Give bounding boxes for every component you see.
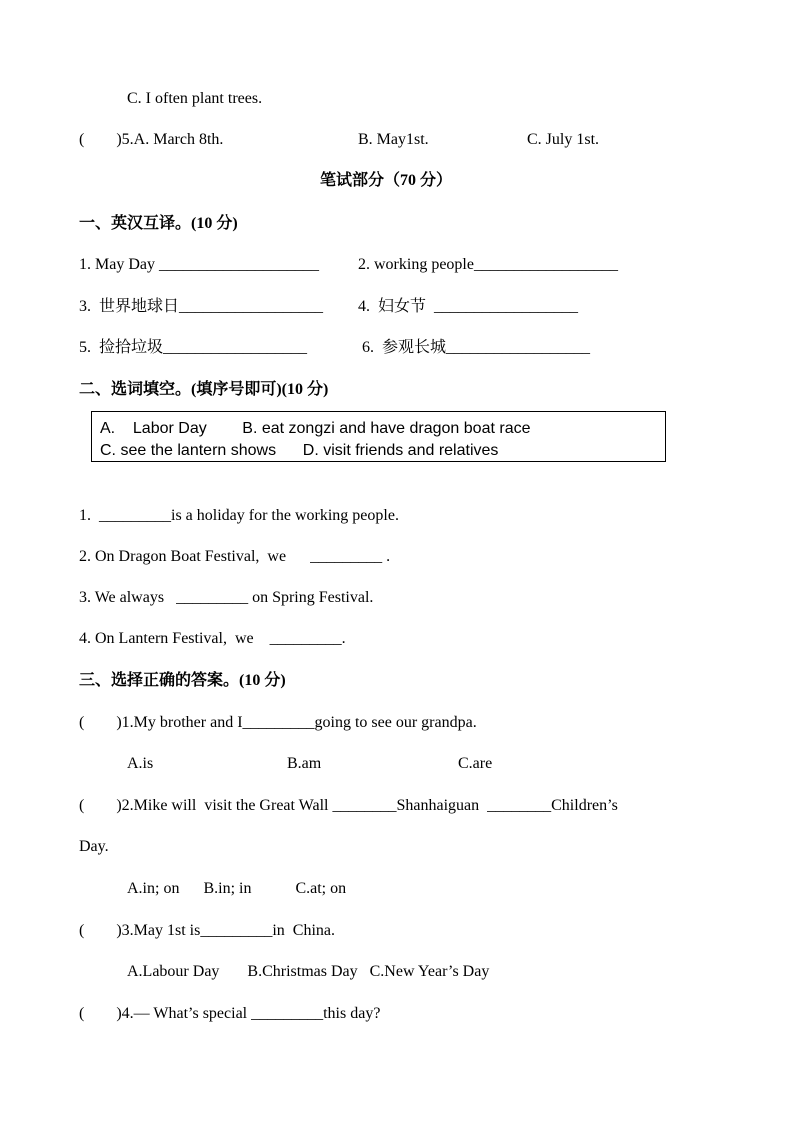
section3-q3-options: A.Labour Day B.Christmas Day C.New Year’s Day	[127, 963, 490, 980]
section1-heading: 一、英汉互译。(10 分)	[79, 215, 238, 232]
section2-item-1: 1. _________is a holiday for the working people.	[79, 507, 399, 524]
written-part-title: 笔试部分（70 分）	[320, 172, 453, 189]
section1-item-1: 1. May Day ____________________	[79, 256, 319, 273]
section2-item-3: 3. We always _________ on Spring Festival.	[79, 589, 374, 606]
listening-q5-option-c: C. July 1st.	[527, 131, 600, 148]
word-bank-box	[91, 411, 666, 462]
listening-q5-option-b: B. May1st.	[358, 131, 429, 148]
section3-q1-option-a: A.is	[127, 755, 154, 772]
section1-item-5: 5. 捡拾垃圾__________________	[79, 339, 308, 356]
section2-item-2: 2. On Dragon Boat Festival, we _________ .	[79, 548, 391, 565]
word-bank-row-1: A. Labor Day B. eat zongzi and have dragon boat race	[100, 420, 531, 437]
word-bank-row-2: C. see the lantern shows D. visit friends and relatives	[100, 442, 499, 459]
section3-q2: ( )2.Mike will visit the Great Wall ________Shanhaiguan ________Children’s	[79, 797, 618, 814]
section3-q1-option-c: C.are	[458, 755, 493, 772]
section2-item-4: 4. On Lantern Festival, we _________.	[79, 630, 346, 647]
section1-item-3: 3. 世界地球日__________________	[79, 298, 324, 315]
section3-q2-options: A.in; on B.in; in C.at; on	[127, 880, 347, 897]
section3-heading: 三、选择正确的答案。(10 分)	[79, 672, 286, 689]
section3-q1: ( )1.My brother and I_________going to see our grandpa.	[79, 714, 477, 731]
section3-q3: ( )3.May 1st is_________in China.	[79, 922, 335, 939]
section1-item-4: 4. 妇女节 __________________	[358, 298, 579, 315]
listening-q5-stem: ( )5.A. March 8th.	[79, 131, 224, 148]
q5-listening-option-c-prev: C. I often plant trees.	[127, 90, 263, 107]
section3-q4: ( )4.— What’s special _________this day?	[79, 1005, 381, 1022]
section3-q2-continuation: Day.	[79, 838, 109, 855]
section2-heading: 二、选词填空。(填序号即可)(10 分)	[79, 381, 329, 398]
section3-q1-option-b: B.am	[287, 755, 322, 772]
section1-item-6: 6. 参观长城__________________	[362, 339, 591, 356]
section1-item-2: 2. working people__________________	[358, 256, 618, 273]
